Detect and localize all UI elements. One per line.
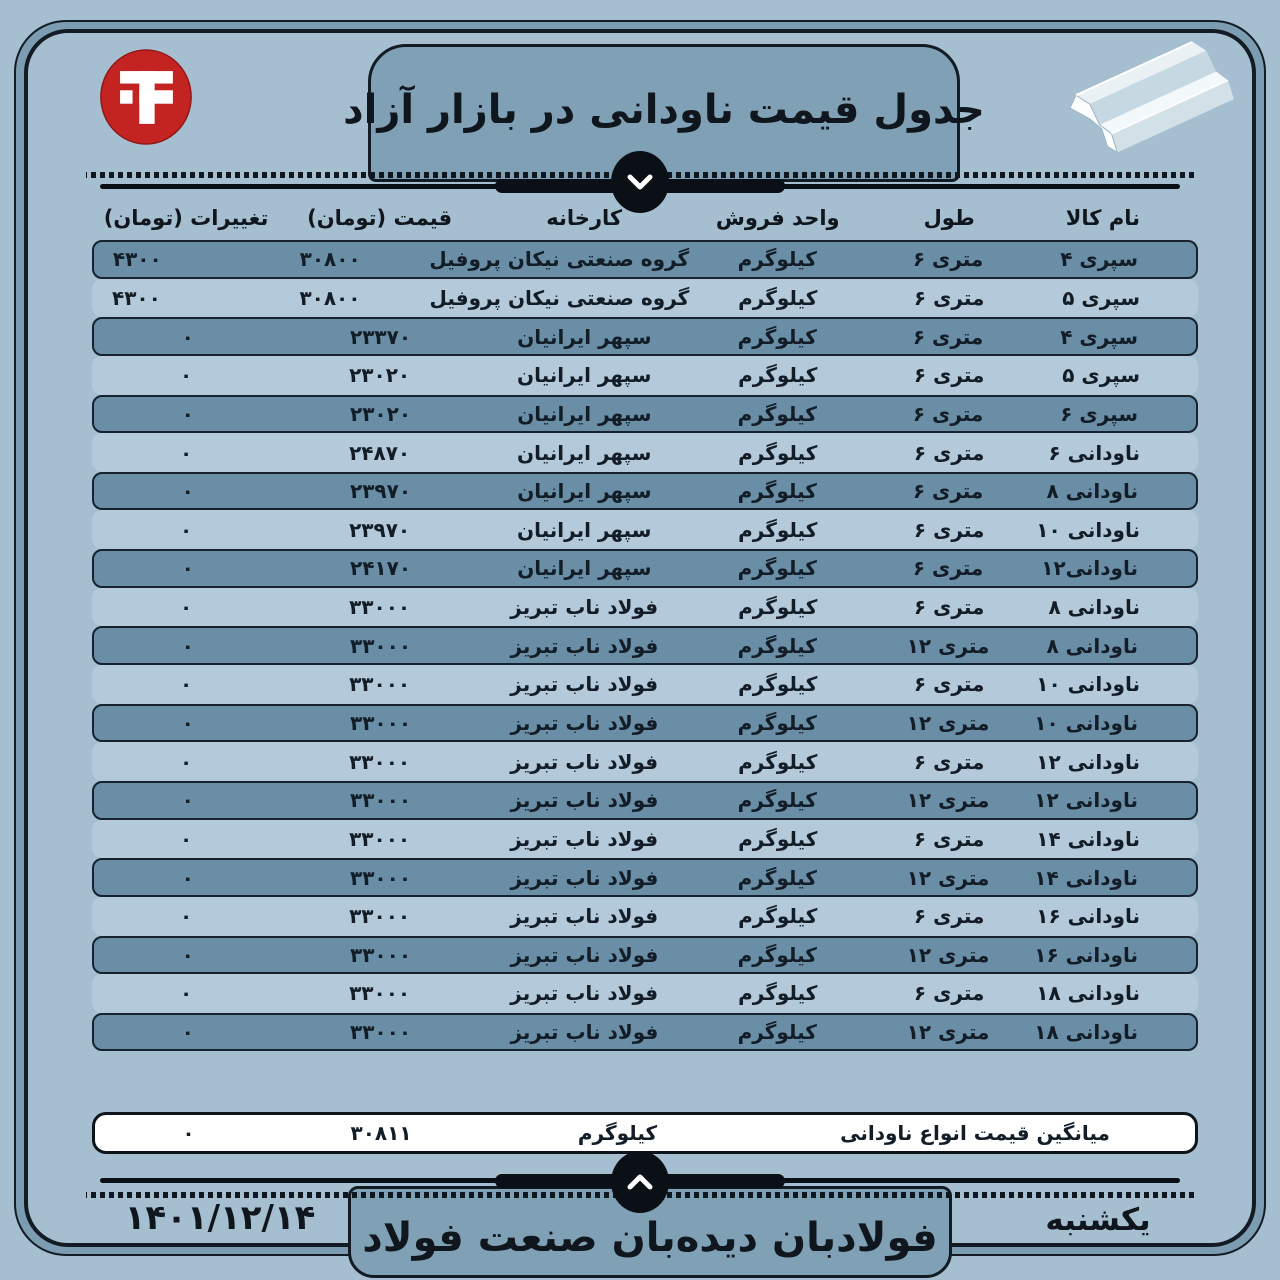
column-header-length: طول <box>923 206 975 230</box>
cell-length: متری ۶ <box>913 749 985 774</box>
cell-length: متری ۱۲ <box>906 865 990 890</box>
cell-sale-unit: کیلوگرم <box>737 942 817 967</box>
cell-factory: فولاد ناب تبریز <box>510 981 659 1006</box>
summary-unit: کیلوگرم <box>577 1121 658 1145</box>
table-row <box>92 279 1198 318</box>
cell-price: ۳۰۸۰۰ <box>299 285 361 310</box>
cell-length: متری ۶ <box>912 247 984 272</box>
cell-length: متری ۶ <box>913 595 985 620</box>
cell-factory: فولاد ناب تبریز <box>510 942 659 967</box>
table-row <box>92 820 1198 859</box>
title-box <box>343 44 985 182</box>
cell-price: ۳۰۸۰۰ <box>299 247 361 272</box>
table-row <box>92 549 1198 588</box>
summary-price: ۳۰۸۱۱ <box>350 1121 412 1145</box>
cell-change: ۰ <box>179 826 193 851</box>
cell-factory: فولاد ناب تبریز <box>510 1020 659 1045</box>
cell-factory: گروه صنعتی نیکان پروفیل <box>429 285 690 310</box>
cell-factory: سپهر ایرانیان <box>517 440 652 465</box>
cell-factory: گروه صنعتی نیکان پروفیل <box>429 247 690 272</box>
cell-change: ۰ <box>181 401 194 426</box>
column-header-factory: کارخانه <box>546 206 623 230</box>
cell-factory: فولاد ناب تبریز <box>510 595 659 620</box>
cell-factory: سپهر ایرانیان <box>517 401 652 426</box>
cell-sale-unit: کیلوگرم <box>738 904 818 929</box>
cell-change: ۰ <box>181 556 194 581</box>
cell-sale-unit: کیلوگرم <box>738 672 818 697</box>
cell-sale-unit: کیلوگرم <box>738 749 818 774</box>
cell-length: متری ۶ <box>912 556 984 581</box>
cell-sale-unit: کیلوگرم <box>738 981 818 1006</box>
cell-product-name: سپری ۵ <box>1062 363 1140 388</box>
brand-name: فولادبان دیده‌بان صنعت فولاد <box>362 1215 938 1261</box>
summary-change: ۰ <box>182 1121 195 1145</box>
cell-change: ۰ <box>181 711 194 735</box>
cell-change: ۰ <box>179 517 193 542</box>
cell-change: ۰ <box>179 981 193 1006</box>
cell-change: ۰ <box>179 672 193 697</box>
table-row <box>92 704 1198 743</box>
cell-sale-unit: کیلوگرم <box>737 324 817 349</box>
cell-price: ۲۳۹۷۰ <box>349 517 411 542</box>
cell-price: ۳۳۰۰۰ <box>349 595 411 620</box>
cell-sale-unit: کیلوگرم <box>738 595 818 620</box>
cell-price: ۳۳۰۰۰ <box>349 904 411 929</box>
cell-factory: فولاد ناب تبریز <box>510 865 659 890</box>
cell-factory: فولاد ناب تبریز <box>510 826 659 851</box>
table-row <box>92 433 1198 472</box>
summary-label: میانگین قیمت انواع ناودانی <box>840 1121 1110 1145</box>
cell-factory: فولاد ناب تبریز <box>510 788 659 813</box>
chevron-down-icon <box>611 151 669 213</box>
cell-price: ۳۳۰۰۰ <box>350 711 412 735</box>
cell-price: ۲۳۳۷۰ <box>350 324 412 349</box>
cell-product-name: ناودانی ۱۸ <box>1034 1020 1138 1045</box>
cell-length: متری ۱۲ <box>906 788 990 813</box>
cell-sale-unit: کیلوگرم <box>737 401 817 426</box>
table-row <box>92 974 1198 1013</box>
table-row <box>92 665 1198 704</box>
cell-sale-unit: کیلوگرم <box>737 247 817 272</box>
cell-product-name: ناودانی ۱۶ <box>1036 904 1140 929</box>
cell-factory: سپهر ایرانیان <box>517 517 652 542</box>
cell-length: متری ۶ <box>913 981 985 1006</box>
cell-sale-unit: کیلوگرم <box>738 826 818 851</box>
table-row <box>92 588 1198 627</box>
table-row <box>92 240 1198 279</box>
cell-sale-unit: کیلوگرم <box>738 285 818 310</box>
cell-product-name: سپری ۶ <box>1060 401 1138 426</box>
cell-price: ۳۳۰۰۰ <box>349 749 411 774</box>
cell-factory: فولاد ناب تبریز <box>510 749 659 774</box>
cell-length: متری ۱۲ <box>906 1020 990 1045</box>
table-row <box>92 472 1198 511</box>
cell-product-name: سپری ۴ <box>1060 247 1138 272</box>
cell-price: ۳۳۰۰۰ <box>350 942 412 967</box>
column-header-sale-unit: واحد فروش <box>715 206 840 230</box>
table-row <box>92 510 1198 549</box>
cell-length: متری ۶ <box>913 440 985 465</box>
cell-length: متری ۶ <box>913 517 985 542</box>
cell-product-name: ناودانی ۱۲ <box>1036 749 1140 774</box>
cell-length: متری ۶ <box>913 363 985 388</box>
cell-product-name: ناودانی ۶ <box>1048 440 1140 465</box>
cell-factory: سپهر ایرانیان <box>517 363 652 388</box>
cell-product-name: ناودانی ۸ <box>1048 595 1140 620</box>
cell-length: متری ۶ <box>913 826 985 851</box>
column-header-price: قیمت (تومان) <box>307 206 453 230</box>
cell-product-name: ناودانی ۱۴ <box>1036 826 1140 851</box>
cell-length: متری ۶ <box>913 904 985 929</box>
cell-product-name: ناودانی ۱۰ <box>1034 711 1138 735</box>
cell-sale-unit: کیلوگرم <box>737 633 817 658</box>
cell-price: ۳۳۰۰۰ <box>349 672 411 697</box>
table-row <box>92 356 1198 395</box>
cell-change: ۰ <box>179 363 193 388</box>
table-row <box>92 742 1198 781</box>
cell-length: متری ۱۲ <box>906 711 990 735</box>
cell-product-name: ناودانی ۱۰ <box>1036 672 1140 697</box>
cell-price: ۳۳۰۰۰ <box>349 826 411 851</box>
cell-factory: سپهر ایرانیان <box>517 479 652 504</box>
fooladban-logo-icon <box>98 46 194 148</box>
cell-product-name: ناودانی ۱۰ <box>1036 517 1140 542</box>
cell-sale-unit: کیلوگرم <box>737 556 817 581</box>
cell-sale-unit: کیلوگرم <box>737 711 817 735</box>
cell-length: متری ۶ <box>913 672 985 697</box>
cell-change: ۰ <box>179 440 193 465</box>
cell-change: ۰ <box>181 942 194 967</box>
date-text: ۱۴۰۱/۱۲/۱۴ <box>124 1198 316 1238</box>
cell-change: ۰ <box>179 595 193 620</box>
cell-factory: فولاد ناب تبریز <box>510 711 659 735</box>
table-row <box>92 781 1198 820</box>
table-row <box>92 626 1198 665</box>
cell-change: ۰ <box>181 865 194 890</box>
column-header-change: تغییرات (تومان) <box>103 206 269 230</box>
cell-length: متری ۱۲ <box>906 942 990 967</box>
cell-change: ۰ <box>181 788 194 813</box>
cell-sale-unit: کیلوگرم <box>738 440 818 465</box>
cell-price: ۲۴۸۷۰ <box>349 440 411 465</box>
cell-product-name: ناودانی۱۲ <box>1041 556 1138 581</box>
cell-product-name: ناودانی ۱۶ <box>1034 942 1138 967</box>
cell-product-name: سپری ۴ <box>1060 324 1138 349</box>
cell-sale-unit: کیلوگرم <box>738 363 818 388</box>
cell-change: ۰ <box>181 324 194 349</box>
table-row <box>92 1013 1198 1052</box>
cell-product-name: ناودانی ۸ <box>1046 479 1138 504</box>
summary-row <box>92 1112 1198 1154</box>
cell-length: متری ۶ <box>912 401 984 426</box>
cell-price: ۳۳۰۰۰ <box>349 981 411 1006</box>
cell-change: ۰ <box>181 479 194 504</box>
cell-factory: فولاد ناب تبریز <box>510 672 659 697</box>
cell-product-name: ناودانی ۱۲ <box>1034 788 1138 813</box>
cell-product-name: سپری ۵ <box>1062 285 1140 310</box>
cell-price: ۳۳۰۰۰ <box>350 788 412 813</box>
table-row <box>92 395 1198 434</box>
cell-price: ۲۴۱۷۰ <box>350 556 412 581</box>
cell-price: ۲۳۰۲۰ <box>350 401 412 426</box>
cell-sale-unit: کیلوگرم <box>738 517 818 542</box>
cell-length: متری ۶ <box>912 324 984 349</box>
cell-product-name: ناودانی ۱۸ <box>1036 981 1140 1006</box>
table-row <box>92 858 1198 897</box>
cell-change: ۰ <box>179 749 193 774</box>
cell-length: متری ۱۲ <box>906 633 990 658</box>
cell-sale-unit: کیلوگرم <box>737 865 817 890</box>
cell-change: ۰ <box>181 1020 194 1045</box>
table-row <box>92 936 1198 975</box>
cell-factory: سپهر ایرانیان <box>517 556 652 581</box>
cell-price: ۲۳۰۲۰ <box>349 363 411 388</box>
cell-length: متری ۶ <box>912 479 984 504</box>
table-row <box>92 317 1198 356</box>
cell-sale-unit: کیلوگرم <box>737 479 817 504</box>
cell-product-name: ناودانی ۸ <box>1046 633 1138 658</box>
cell-price: ۳۳۰۰۰ <box>350 633 412 658</box>
cell-price: ۳۳۰۰۰ <box>350 1020 412 1045</box>
weekday-text: یکشنبه <box>1045 1202 1151 1238</box>
cell-factory: فولاد ناب تبریز <box>510 633 659 658</box>
table-row <box>92 897 1198 936</box>
table-body <box>92 240 1198 1051</box>
column-header-product-name: نام کالا <box>1065 206 1140 230</box>
cell-change: ۰ <box>179 904 193 929</box>
cell-factory: سپهر ایرانیان <box>517 324 652 349</box>
cell-change: ۰ <box>181 633 194 658</box>
cell-sale-unit: کیلوگرم <box>737 1020 817 1045</box>
page-title: جدول قیمت ناودانی در بازار آزاد <box>343 87 985 133</box>
cell-change: ۴۳۰۰ <box>112 247 162 272</box>
cell-factory: فولاد ناب تبریز <box>510 904 659 929</box>
cell-price: ۲۳۹۷۰ <box>350 479 412 504</box>
chevron-up-icon <box>611 1151 669 1213</box>
steel-u-channel-icon <box>1052 30 1250 188</box>
cell-product-name: ناودانی ۱۴ <box>1034 865 1138 890</box>
cell-length: متری ۶ <box>913 285 985 310</box>
cell-price: ۳۳۰۰۰ <box>350 865 412 890</box>
cell-change: ۴۳۰۰ <box>112 285 161 310</box>
cell-sale-unit: کیلوگرم <box>737 788 817 813</box>
